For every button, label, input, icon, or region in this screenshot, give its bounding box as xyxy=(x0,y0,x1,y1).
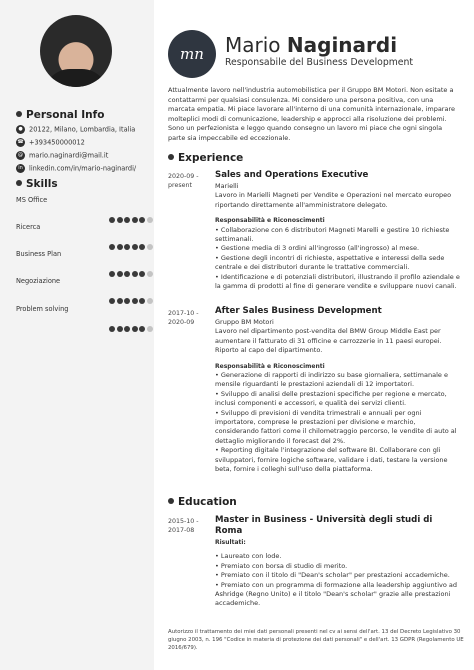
skill-rating xyxy=(109,262,154,269)
rating-dot-icon xyxy=(124,217,130,223)
bullet-icon xyxy=(16,180,22,186)
profile-summary: Attualmente lavoro nell'industria automobilistica per il Gruppo BM Motori. Non esitate a contattarmi per qualsiasi consulenza. Mi considero una persona positiva, con una marcata empatia. Mi piace lavorare all'interno di una comunità internazionale, imparare molteplici modi di comunicazione, leadership e approcci alla risoluzione dei problemi. Sono un perfezionista e leggo quando consegno un lavoro mi piace che ogni singola parte sia impeccabile ed eccezionale. xyxy=(168,86,455,142)
job-company: Marielli xyxy=(215,182,239,190)
job-description: Lavoro nel dipartimento post-vendita del BMW Group Middle East per aumentare il fatturato di 31 officine e carrozzerie in 11 paesi europei. Riporto al capo del dipartimento. xyxy=(215,327,442,355)
job-entry xyxy=(215,306,460,475)
list-item: • Premiato con un programma di formazione alla leadership aggiuntivo ad Ashridge (Regno Unito) e il titolo "Dean's scholar" grazie alle prestazioni accademiche. xyxy=(215,580,457,608)
job-entry xyxy=(215,170,460,291)
results-list xyxy=(215,552,460,608)
job-title: Sales and Operations Executive xyxy=(215,170,369,180)
list-item: • Gestione degli incontri di richieste, aspettative e interessi della sede centrale e dei distributori durante le trattative commerciali. xyxy=(215,253,445,272)
rating-dot-icon xyxy=(139,298,145,304)
skill-name: Ricerca xyxy=(16,223,41,231)
skill-name: Negoziazione xyxy=(16,277,61,285)
education-entry xyxy=(215,515,460,609)
rating-dot-icon xyxy=(147,298,153,304)
rating-dot-icon xyxy=(109,326,115,332)
monogram-logo: mn xyxy=(168,30,216,78)
list-item: • Laureato con lode. xyxy=(215,552,282,561)
bullet-icon xyxy=(168,498,174,504)
person-name: Mario Naginardi xyxy=(225,33,398,57)
list-item: • Identificazione e di potenziali distributori, illustrando il profilo aziendale e la gamma di prodotti al fine di generare vendite e sviluppare nuovi canali. xyxy=(215,272,460,291)
job-dates: 2017-10 - 2020-09 xyxy=(168,310,199,326)
results-label: Risultati: xyxy=(215,539,246,546)
bullet-icon xyxy=(16,111,22,117)
privacy-consent-footer: Autorizzo il trattamento dei miei dati personali presenti nel cv ai sensi dell'art. 13 del Decreto Legislativo 30 giugno 2003, n. 196 "Codice in materia di protezione dei dati personali" e dell'art. 13 GDPR (Regolamento UE 2016/679). xyxy=(168,629,464,651)
rating-dot-icon xyxy=(147,326,153,332)
profile-photo xyxy=(40,15,112,87)
rating-dot-icon xyxy=(132,217,138,223)
rating-dot-icon xyxy=(124,326,130,332)
rating-dot-icon xyxy=(139,244,145,250)
skill-rating xyxy=(109,289,154,296)
skill-rating xyxy=(109,317,154,324)
rating-dot-icon xyxy=(124,244,130,250)
job-description: Lavoro in Marielli Magneti per Vendite e Operazioni nel mercato europeo riportando direttamente all'amministratore delegato. xyxy=(215,191,452,209)
rating-dot-icon xyxy=(132,271,138,277)
education-dates: 2015-10 - 2017-08 xyxy=(168,518,199,534)
rating-dot-icon xyxy=(132,326,138,332)
skills-heading: Skills xyxy=(16,178,58,190)
rating-dot-icon xyxy=(117,217,123,223)
responsibilities-label: Responsabilità e Riconoscimenti xyxy=(215,217,325,225)
phone-item: ☎ +393450000012 xyxy=(17,138,85,147)
list-item: • Collaborazione con 6 distributori Magneti Marelli e gestire 10 richieste settimanali. xyxy=(215,225,450,244)
rating-dot-icon xyxy=(147,244,153,250)
rating-dot-icon xyxy=(117,326,123,332)
list-item: • Reporting digitale l'integrazione del software BI. Collaborare con gli sviluppatori, fornire logiche software, validare i dati, testare la versione beta, fornire i colleghi sull'uso della piattaforma. xyxy=(215,446,448,474)
list-item: • Generazione di rapporti di indirizzo su base giornaliera, settimanale e mensile riguardanti le prestazioni aziendali di 12 importatori. xyxy=(215,371,448,389)
skill-rating xyxy=(109,208,154,215)
job-dates: 2020-09 - present xyxy=(168,173,199,189)
skill-name: Problem solving xyxy=(16,305,69,313)
rating-dot-icon xyxy=(139,326,145,332)
list-item: • Sviluppo di analisi delle prestazioni specifiche per regione e mercato, inclusi componenti e accessori, e qualità dei servizi clienti. xyxy=(215,389,447,408)
phone-icon: ☎ xyxy=(17,139,24,145)
responsibilities-list xyxy=(215,371,460,474)
rating-dot-icon xyxy=(109,244,115,250)
rating-dot-icon xyxy=(117,244,123,250)
rating-dot-icon xyxy=(117,298,123,304)
personal-info-heading: Personal Info xyxy=(16,109,104,121)
job-title: After Sales Business Development xyxy=(215,306,382,316)
skill-name: MS Office xyxy=(16,196,48,204)
rating-dot-icon xyxy=(109,217,115,223)
rating-dot-icon xyxy=(109,271,115,277)
education-heading: Education xyxy=(168,496,237,508)
skill-rating xyxy=(109,235,154,242)
linkedin-item[interactable]: in linkedin.com/in/mario-naginardi/ xyxy=(16,164,136,173)
list-item: • Sviluppo di previsioni di vendita trimestrali e annuali per ogni importatore, comprese le prestazioni per divisione e marchio, considerando fattori come il chilometraggio percorso, le vendite di auto al dettaglio migliorando il forecast del 2%. xyxy=(215,408,457,445)
bullet-icon xyxy=(168,154,174,160)
rating-dot-icon xyxy=(139,271,145,277)
rating-dot-icon xyxy=(147,271,153,277)
rating-dot-icon xyxy=(139,217,145,223)
skill-name: Business Plan xyxy=(16,250,62,258)
rating-dot-icon xyxy=(117,271,123,277)
rating-dot-icon xyxy=(124,298,130,304)
responsibilities-list xyxy=(215,226,460,292)
list-item: • Premiato con il titolo di "Dean's scholar" per prestazioni accademiche. xyxy=(215,571,450,580)
location-icon: ● xyxy=(16,125,25,134)
list-item: • Premiato con borsa di studio di merito. xyxy=(215,561,348,570)
rating-dot-icon xyxy=(147,217,153,223)
sidebar xyxy=(0,0,154,670)
rating-dot-icon xyxy=(109,298,115,304)
address-item: ● 20122, Milano, Lombardia, Italia xyxy=(16,125,135,134)
rating-dot-icon xyxy=(124,271,130,277)
experience-heading: Experience xyxy=(168,152,243,164)
degree-title: Master in Business - Università degli studi di Roma xyxy=(215,515,433,536)
job-company: Gruppo BM Motori xyxy=(215,318,274,326)
responsibilities-label: Responsabilità e Riconoscimenti xyxy=(215,362,325,370)
linkedin-icon: in xyxy=(16,164,25,173)
rating-dot-icon xyxy=(132,298,138,304)
person-role: Responsabile del Business Development xyxy=(225,57,414,68)
email-item[interactable]: @ mario.naginardi@mail.it xyxy=(18,151,109,160)
rating-dot-icon xyxy=(132,244,138,250)
email-icon: @ xyxy=(18,152,23,158)
list-item: • Gestione media di 3 ordini all'ingrosso (all'ingrosso) al mese. xyxy=(215,244,420,253)
